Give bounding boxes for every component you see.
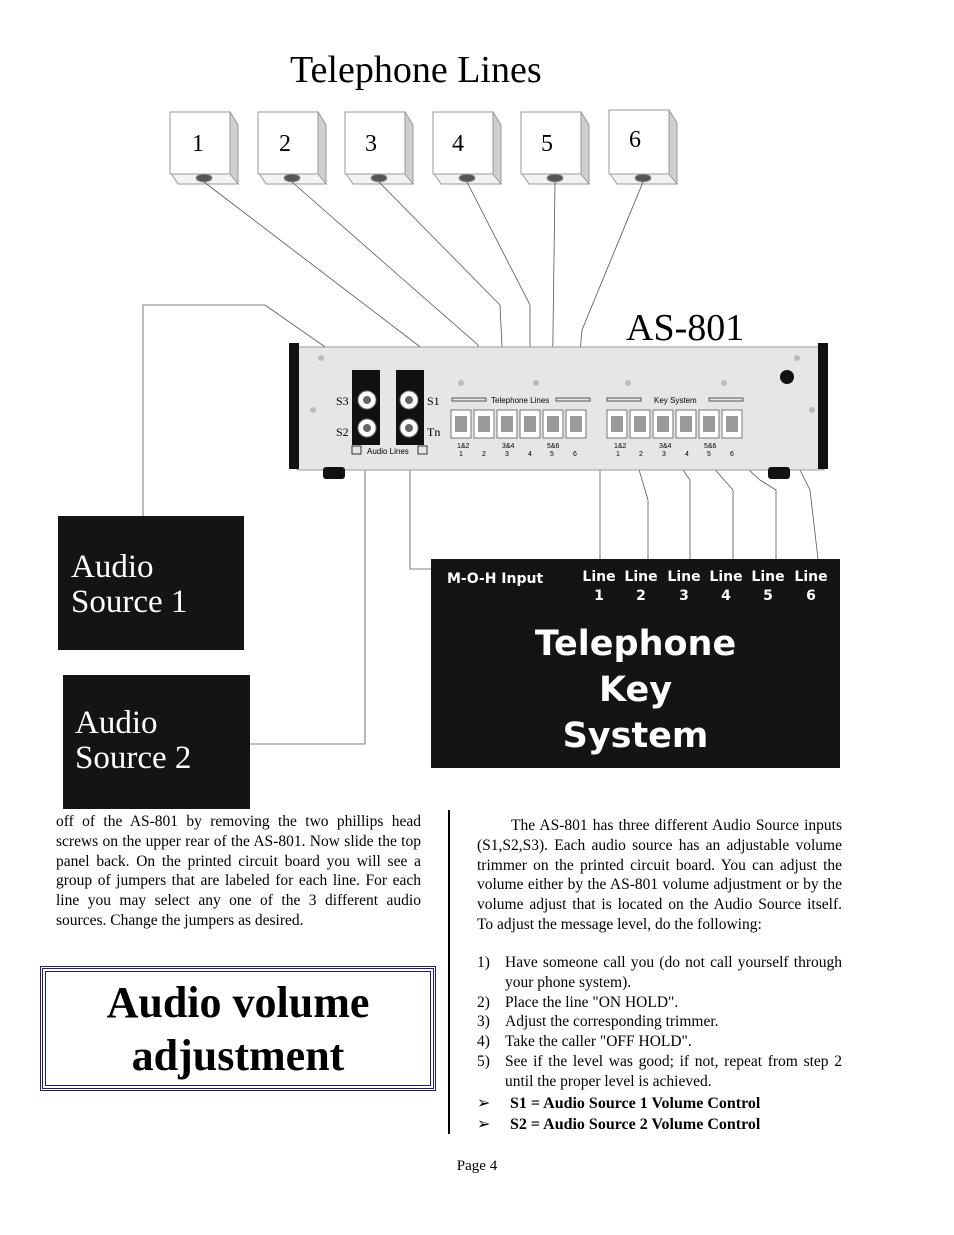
audio-source-2-line2: Source 2 [75,740,192,776]
key-system-label: Key System [654,396,697,405]
moh-input-label: M-O-H Input [447,571,544,587]
jack-2 [258,112,326,184]
key-system-box [431,559,840,768]
jack-3 [345,112,413,184]
input-label-tn: Tn [427,425,441,439]
audio-source-2-line1: Audio [75,705,158,741]
jack-4 [433,112,501,184]
key-line-4: Line 4 [709,569,743,604]
list-item: 4) Take the caller "OFF HOLD". [477,1033,692,1051]
column-divider [448,810,450,1134]
audio-source-1-line1: Audio [71,549,154,585]
port-number: 1 [459,451,463,458]
key-line-5: Line 5 [751,569,785,604]
section-heading: Audio volume adjustment [45,971,431,1086]
as801-unit [289,343,828,479]
key-line-6: Line 6 [794,569,828,604]
key-system-title: Telephone Key System [534,624,737,756]
pair-label: 3&4 [659,443,672,450]
jack-label-5: 5 [541,131,553,157]
audio-source-2-box [63,675,250,809]
telephone-jacks [170,110,677,184]
jack-label-1: 1 [192,131,204,157]
port-number: 3 [662,451,666,458]
jack-label-6: 6 [629,127,641,153]
pair-label: 5&6 [704,443,717,450]
pair-label: 1&2 [457,443,470,450]
port-number: 4 [528,451,532,458]
port-number: 6 [573,451,577,458]
key-line-1: Line 1 [582,569,616,604]
jack-label-3: 3 [365,131,377,157]
port-number: 5 [550,451,554,458]
input-label-s1: S1 [427,394,440,408]
list-item: 2) Place the line "ON HOLD". [477,993,679,1011]
adjustment-steps [477,953,842,1092]
key-line-3: Line 3 [667,569,701,604]
telephone-lines-label: Telephone Lines [491,396,550,405]
port-number: 1 [616,451,620,458]
audio-source-paragraph: The AS-801 has three different Audio Source inputs (S1,S2,S3). Each audio source has an adjustable volume trimmer on the printed circuit board. You can adjust the volume either by the AS-801 volume adjustment or by the volume adjust that is located on the Audio Source itself. To adjust the message level, do the following: [477,817,842,933]
input-label-s2: S2 [336,425,349,439]
section-heading-box [40,966,436,1091]
arrow-bullet-icon: ➢ [477,1116,491,1133]
list-item: 1) Have someone call you (do not call yourself through your phone system). [477,954,842,991]
jack-6 [609,110,677,184]
diagram-title: Telephone Lines [290,49,542,91]
list-item: 5) See if the level was good; if not, repeat from step 2 until the proper level is achieved. [477,1052,842,1090]
pair-label: 3&4 [502,443,515,450]
jumper-paragraph: off of the AS-801 by removing the two phillips head screws on the upper rear of the AS-801. Now slide the top panel back. On the printed circuit board you will see a group of jumpers that are labeled for each line. For each line you may select any one of the 3 different audio sources. Change the jumpers as desired. [56,813,421,929]
port-number: 6 [730,451,734,458]
pair-label: 1&2 [614,443,627,450]
audio-source-1-box [58,516,244,650]
page-number: Page 4 [456,1158,498,1174]
jack-label-2: 2 [279,131,291,157]
jack-label-4: 4 [452,131,464,157]
port-number: 5 [707,451,711,458]
port-number: 2 [639,451,643,458]
pair-label: 5&6 [547,443,560,450]
audio-lines-label: Audio Lines [367,447,409,456]
input-label-s3: S3 [336,394,349,408]
bullet-s1: ➢ S1 = Audio Source 1 Volume Control [477,1095,761,1112]
list-item: 3) Adjust the corresponding trimmer. [477,1013,719,1031]
port-number: 4 [685,451,689,458]
jack-5 [521,112,589,184]
audio-source-1-line2: Source 1 [71,584,188,620]
bullet-s2: ➢ S2 = Audio Source 2 Volume Control [477,1116,761,1133]
jack-1 [170,112,238,184]
port-number: 2 [482,451,486,458]
key-line-2: Line 2 [624,569,658,604]
device-name: AS-801 [626,307,745,349]
arrow-bullet-icon: ➢ [477,1095,491,1112]
port-number: 3 [505,451,509,458]
